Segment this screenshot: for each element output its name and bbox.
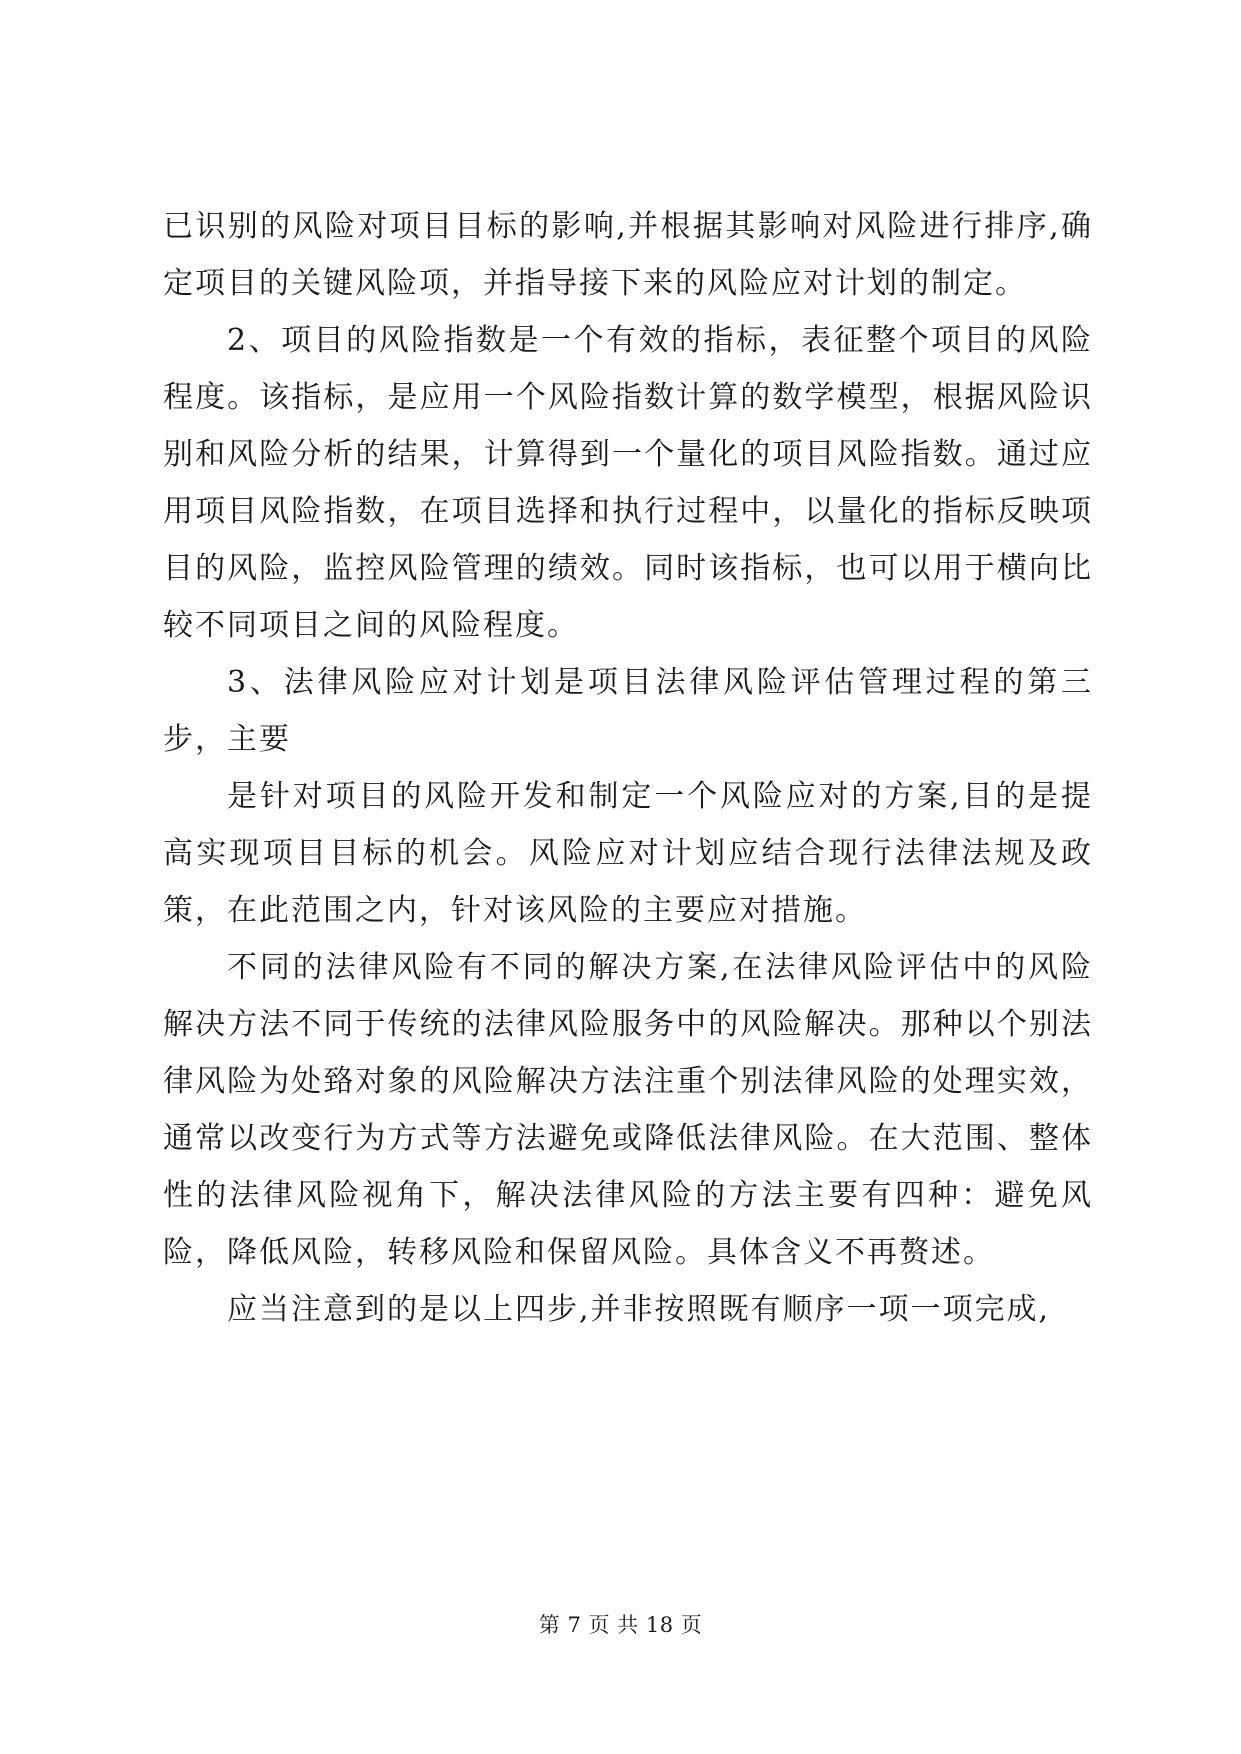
- document-body: [163, 198, 1093, 1338]
- page-footer: [0, 1609, 1241, 1639]
- paragraph: 2、项目的风险指数是一个有效的指标，表征整个项目的风险程度。该指标，是应用一个风险指数计算的数学模型，根据风险识别和风险分析的结果，计算得到一个量化的项目风险指数。通过应用项目风险指数，在项目选择和执行过程中，以量化的指标反映项目的风险，监控风险管理的绩效。同时该指标，也可以用于横向比较不同项目之间的风险程度。: [163, 323, 1093, 643]
- paragraph: 应当注意到的是以上四步,并非按照既有顺序一项一项完成,: [227, 1292, 1051, 1327]
- paragraph: 已识别的风险对项目目标的影响,并根据其影响对风险进行排序,确定项目的关键风险项，并指导接下来的风险应对计划的制定。: [163, 209, 1093, 301]
- page-number-label: 第 7 页 共 18 页: [538, 1613, 703, 1637]
- paragraph: 不同的法律风险有不同的解决方案,在法律风险评估中的风险解决方法不同于传统的法律风险服务中的风险解决。那种以个别法律风险为处臵对象的风险解决方法注重个别法律风险的处理实效，通常以改变行为方式等方法避免或降低法律风险。在大范围、整体性的法律风险视角下，解决法律风险的方法主要有四种：避免风险，降低风险，转移风险和保留风险。具体含义不再赘述。: [163, 950, 1093, 1270]
- paragraph: 3、法律风险应对计划是项目法律风险评估管理过程的第三步，主要: [163, 665, 1093, 757]
- paragraph: 是针对项目的风险开发和制定一个风险应对的方案,目的是提高实现项目目标的机会。风险应对计划应结合现行法律法规及政策，在此范围之内，针对该风险的主要应对措施。: [163, 779, 1093, 928]
